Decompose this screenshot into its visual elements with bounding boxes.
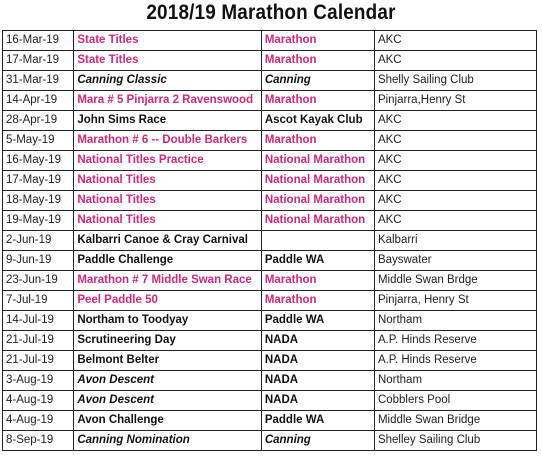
page-title: 2018/19 Marathon Calendar xyxy=(146,1,396,24)
table-row xyxy=(3,411,537,431)
organiser-cell: Paddle WA xyxy=(261,411,374,431)
table-row xyxy=(3,91,537,111)
organiser-cell: Marathon xyxy=(261,131,374,151)
event-cell: Canning Nomination xyxy=(74,431,262,451)
table-row xyxy=(3,191,537,211)
venue-cell: Middle Swan Brdge xyxy=(374,271,536,291)
table-row xyxy=(3,131,537,151)
event-cell: Avon Challenge xyxy=(74,411,262,431)
venue-cell: AKC xyxy=(374,211,536,231)
event-cell: Northam to Toodyay xyxy=(74,311,262,331)
table-row xyxy=(3,211,537,231)
organiser-cell: NADA xyxy=(261,391,374,411)
table-row xyxy=(3,151,537,171)
date-cell: 2-Jun-19 xyxy=(3,231,74,251)
venue-cell: AKC xyxy=(374,171,536,191)
organiser-cell: Marathon xyxy=(261,291,374,311)
table-row xyxy=(3,271,537,291)
event-cell: State Titles xyxy=(74,51,262,71)
table-row xyxy=(3,111,537,131)
date-cell: 28-Apr-19 xyxy=(3,111,74,131)
organiser-cell: Canning xyxy=(261,431,374,451)
venue-cell: AKC xyxy=(374,111,536,131)
venue-cell: A.P. Hinds Reserve xyxy=(374,351,536,371)
date-cell: 7-Jul-19 xyxy=(3,291,74,311)
organiser-cell: NADA xyxy=(261,331,374,351)
date-cell: 16-May-19 xyxy=(3,151,74,171)
venue-cell: Cobblers Pool xyxy=(374,391,536,411)
date-cell: 31-Mar-19 xyxy=(3,71,74,91)
event-cell: Mara # 5 Pinjarra 2 Ravenswood xyxy=(74,91,262,111)
event-cell: National Titles xyxy=(74,191,262,211)
table-row xyxy=(3,51,537,71)
organiser-cell: NADA xyxy=(261,351,374,371)
event-cell: National Titles xyxy=(74,211,262,231)
venue-cell: Northam xyxy=(374,371,536,391)
organiser-cell: Marathon xyxy=(261,31,374,51)
date-cell: 8-Sep-19 xyxy=(3,431,74,451)
date-cell: 3-Aug-19 xyxy=(3,371,74,391)
event-cell: Paddle Challenge xyxy=(74,251,262,271)
venue-cell: AKC xyxy=(374,191,536,211)
table-row xyxy=(3,391,537,411)
date-cell: 17-May-19 xyxy=(3,171,74,191)
venue-cell: Middle Swan Bridge xyxy=(374,411,536,431)
table-row xyxy=(3,311,537,331)
table-row xyxy=(3,251,537,271)
event-cell: Marathon # 6 -- Double Barkers xyxy=(74,131,262,151)
organiser-cell: Ascot Kayak Club xyxy=(261,111,374,131)
venue-cell: Shelly Sailing Club xyxy=(374,71,536,91)
date-cell: 19-May-19 xyxy=(3,211,74,231)
date-cell: 23-Jun-19 xyxy=(3,271,74,291)
venue-cell: Pinjarra, Henry St xyxy=(374,291,536,311)
calendar-table-body xyxy=(3,31,537,451)
date-cell: 17-Mar-19 xyxy=(3,51,74,71)
event-cell: Marathon # 7 Middle Swan Race xyxy=(74,271,262,291)
event-cell: Avon Descent xyxy=(74,371,262,391)
date-cell: 5-May-19 xyxy=(3,131,74,151)
organiser-cell xyxy=(261,231,374,251)
calendar-table xyxy=(2,30,537,451)
table-row xyxy=(3,291,537,311)
organiser-cell: Paddle WA xyxy=(261,251,374,271)
event-cell: Peel Paddle 50 xyxy=(74,291,262,311)
table-row xyxy=(3,171,537,191)
venue-cell: Kalbarri xyxy=(374,231,536,251)
table-row xyxy=(3,371,537,391)
venue-cell: Shelley Sailing Club xyxy=(374,431,536,451)
table-row xyxy=(3,351,537,371)
event-cell: State Titles xyxy=(74,31,262,51)
table-row xyxy=(3,431,537,451)
venue-cell: AKC xyxy=(374,131,536,151)
event-cell: Canning Classic xyxy=(74,71,262,91)
date-cell: 21-Jul-19 xyxy=(3,331,74,351)
venue-cell: Northam xyxy=(374,311,536,331)
date-cell: 14-Apr-19 xyxy=(3,91,74,111)
organiser-cell: Canning xyxy=(261,71,374,91)
date-cell: 14-Jul-19 xyxy=(3,311,74,331)
venue-cell: AKC xyxy=(374,51,536,71)
table-row xyxy=(3,31,537,51)
date-cell: 21-Jul-19 xyxy=(3,351,74,371)
venue-cell: Pinjarra,Henry St xyxy=(374,91,536,111)
event-cell: Belmont Belter xyxy=(74,351,262,371)
organiser-cell: NADA xyxy=(261,371,374,391)
organiser-cell: Marathon xyxy=(261,51,374,71)
organiser-cell: National Marathon xyxy=(261,151,374,171)
venue-cell: AKC xyxy=(374,31,536,51)
venue-cell: A.P. Hinds Reserve xyxy=(374,331,536,351)
organiser-cell: Marathon xyxy=(261,91,374,111)
event-cell: Scrutineering Day xyxy=(74,331,262,351)
date-cell: 4-Aug-19 xyxy=(3,391,74,411)
date-cell: 18-May-19 xyxy=(3,191,74,211)
date-cell: 4-Aug-19 xyxy=(3,411,74,431)
table-row xyxy=(3,71,537,91)
organiser-cell: Paddle WA xyxy=(261,311,374,331)
table-row xyxy=(3,231,537,251)
event-cell: John Sims Race xyxy=(74,111,262,131)
venue-cell: Bayswater xyxy=(374,251,536,271)
date-cell: 16-Mar-19 xyxy=(3,31,74,51)
organiser-cell: Marathon xyxy=(261,271,374,291)
date-cell: 9-Jun-19 xyxy=(3,251,74,271)
table-row xyxy=(3,331,537,351)
event-cell: National Titles Practice xyxy=(74,151,262,171)
organiser-cell: National Marathon xyxy=(261,171,374,191)
event-cell: Kalbarri Canoe & Cray Carnival xyxy=(74,231,262,251)
organiser-cell: National Marathon xyxy=(261,191,374,211)
organiser-cell: National Marathon xyxy=(261,211,374,231)
event-cell: National Titles xyxy=(74,171,262,191)
venue-cell: AKC xyxy=(374,151,536,171)
event-cell: Avon Descent xyxy=(74,391,262,411)
